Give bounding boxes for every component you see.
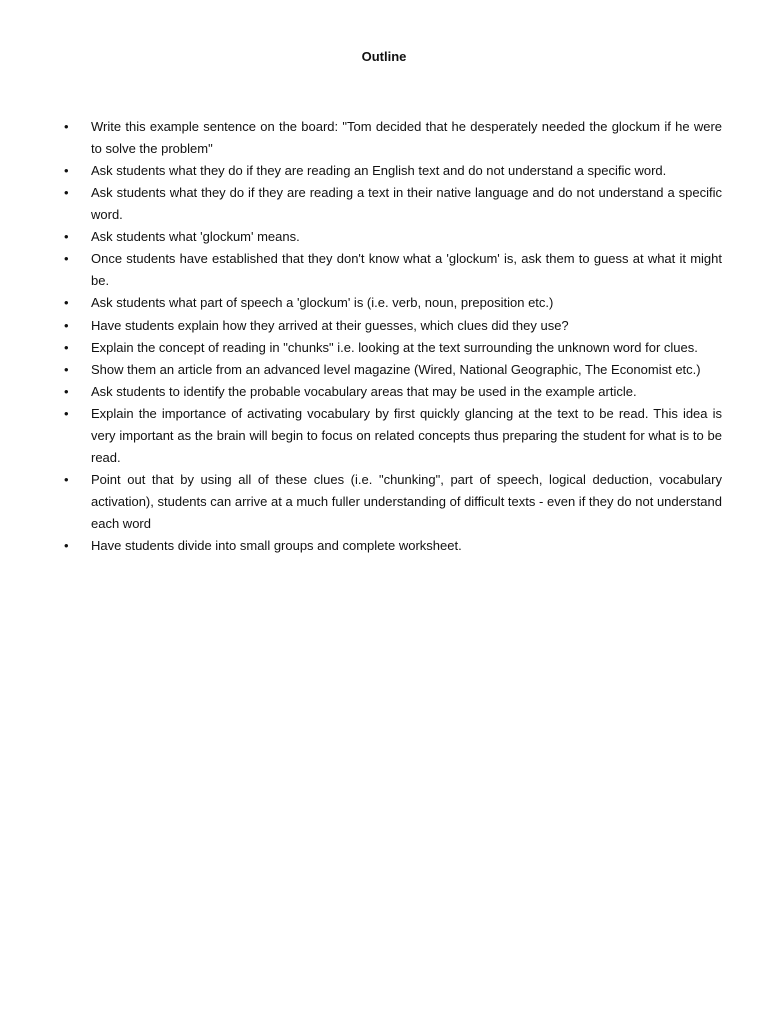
outline-item <box>62 403 722 468</box>
bullet-icon: • <box>64 406 69 422</box>
outline-item <box>62 226 722 248</box>
bullet-icon: • <box>64 229 69 245</box>
outline-item-text: Write this example sentence on the board: "Tom decided that he desperately needed the glockum if he were to solve the problem" <box>91 119 722 156</box>
bullet-icon: • <box>64 384 69 400</box>
outline-item-text: Once students have established that they don't know what a 'glockum' is, ask them to guess at what it might be. <box>91 251 722 289</box>
outline-item <box>62 292 722 314</box>
outline-item-text: Point out that by using all of these clues (i.e. "chunking", part of speech, logical deduction, vocabulary activation), students can arrive at a much fuller understanding of difficult texts - even if they do not understand each word <box>91 472 722 531</box>
outline-item-text: Explain the importance of activating vocabulary by first quickly glancing at the text to be read. This idea is very important as the brain will begin to focus on related concepts thus preparing the student for what is to be read. <box>91 406 722 465</box>
document-title: Outline <box>361 49 407 64</box>
bullet-icon: • <box>64 537 69 553</box>
bullet-icon: • <box>64 119 69 134</box>
outline-item <box>62 315 722 337</box>
outline-item-text: Have students divide into small groups and complete worksheet. <box>91 537 462 553</box>
outline-item <box>62 182 722 226</box>
outline-item-text: Have students explain how they arrived at their guesses, which clues did they use? <box>91 317 569 333</box>
bullet-icon: • <box>64 251 69 267</box>
outline-item <box>62 359 722 381</box>
outline-item <box>62 337 722 359</box>
bullet-icon: • <box>64 472 69 488</box>
outline-item <box>62 116 722 160</box>
outline-item-text: Ask students what they do if they are reading a text in their native language and do not understand a specific word. <box>91 185 722 222</box>
bullet-icon: • <box>64 162 69 178</box>
outline-item-text: Ask students what part of speech a 'glockum' is (i.e. verb, noun, preposition etc.) <box>91 295 554 311</box>
outline-item-text: Explain the concept of reading in "chunks" i.e. looking at the text surrounding the unknown word for clues. <box>91 339 698 355</box>
outline-item-text: Ask students what 'glockum' means. <box>91 229 300 245</box>
bullet-icon: • <box>64 185 69 201</box>
bullet-icon: • <box>64 317 69 333</box>
outline-list <box>62 116 722 557</box>
outline-item-text: Ask students to identify the probable vocabulary areas that may be used in the example article. <box>91 384 637 400</box>
bullet-icon: • <box>64 339 69 355</box>
outline-item <box>62 535 722 557</box>
outline-item-text: Show them an article from an advanced level magazine (Wired, National Geographic, The Economist etc.) <box>91 361 701 377</box>
outline-item <box>62 248 722 292</box>
outline-item <box>62 469 722 534</box>
outline-item <box>62 160 722 182</box>
outline-item <box>62 381 722 403</box>
outline-item-text: Ask students what they do if they are reading an English text and do not understand a specific word. <box>91 162 667 178</box>
bullet-icon: • <box>64 361 69 377</box>
bullet-icon: • <box>64 295 69 311</box>
